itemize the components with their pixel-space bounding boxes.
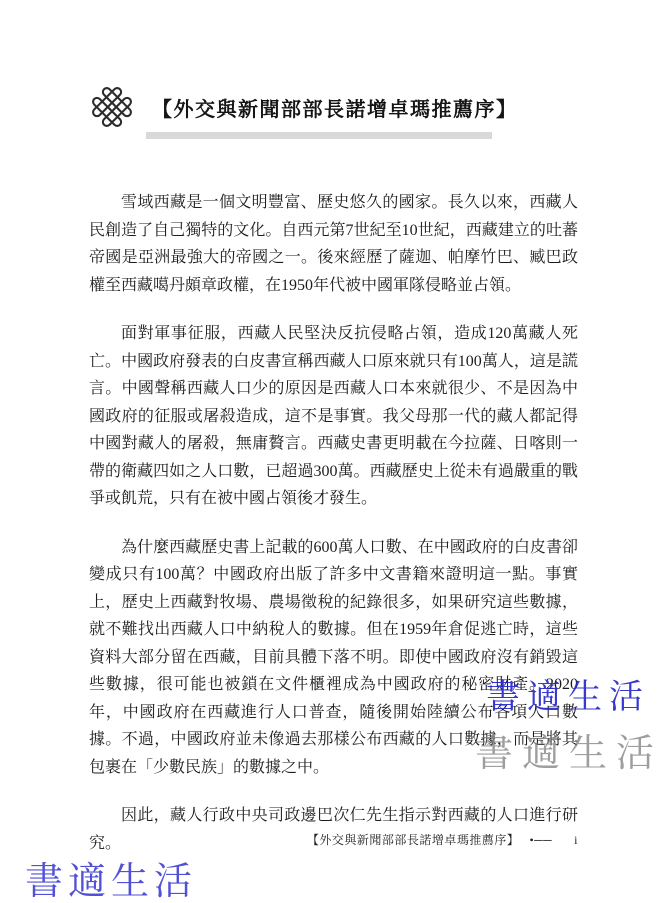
footer-separator: •──: [529, 833, 553, 847]
body-paragraph: 雪域西藏是一個文明豐富、歷史悠久的國家。長久以來，西藏人民創造了自己獨特的文化。自西元第7世紀至10世紀，西藏建立的吐蕃帝國是亞洲最強大的帝國之一。後來經歷了薩迦、帕摩竹巴、臧巴政權至西藏噶丹頗章政權，在1950年代被中國軍隊侵略並占領。: [89, 194, 578, 294]
body-paragraph: 為什麼西藏歷史書上記載的600萬人口數、在中國政府的白皮書卻變成只有100萬？中國政府出版了許多中文書籍來證明這一點。事實上，歷史上西藏對牧場、農場徵稅的紀錄很多，如果研究這些數據，就不難找出西藏人口中納稅人的數據。但在1959年倉促逃亡時，這些資料大部分留在西藏，目前具體下落不明。即使中國政府沒有銷毀這些數據，很可能也被鎖在文件櫃裡成為中國政府的秘密財產。2020年，中國政府在西藏進行人口普查，隨後開始陸續公布各項人口數據。不過，中國政府並未像過去那樣公布西藏的人口數據，而是將其包裹在「少數民族」的數據之中。: [89, 538, 578, 776]
endless-knot-icon: [86, 80, 138, 134]
body-text: [89, 189, 578, 878]
chapter-header: [86, 80, 518, 134]
footer-chapter-label: 【外交與新聞部部長諾增卓瑪推薦序】: [306, 833, 520, 847]
chapter-title: 【外交與新聞部部長諾增卓瑪推薦序】: [152, 98, 518, 121]
watermark-blue-bottom: 書適生活: [25, 861, 198, 903]
watermark-gray-middle: 書適生活: [475, 733, 664, 775]
footer-page-number: i: [574, 833, 578, 847]
title-underline-bar: [146, 132, 492, 139]
page-footer: [307, 831, 578, 848]
body-paragraph: 面對軍事征服，西藏人民堅決反抗侵略占領，造成120萬藏人死亡。中國政府發表的白皮書宣稱西藏人口原來就只有100萬人，這是謊言。中國聲稱西藏人口少的原因是西藏人口本來就很少、不是因為中國政府的征服或屠殺造成，這不是事實。我父母那一代的藏人都記得中國對藏人的屠殺，無庸贅言。西藏史書更明載在今拉薩、日喀則一帶的衛藏四如之人口數，已超過300萬。西藏歷史上從未有過嚴重的戰爭或飢荒，只有在被中國占領後才發生。: [89, 325, 578, 507]
body-paragraph: 因此，藏人行政中央司政邊巴次仁先生指示對西藏的人口進行研究。: [89, 807, 578, 852]
watermark-blue-middle: 書適生活: [486, 679, 650, 716]
